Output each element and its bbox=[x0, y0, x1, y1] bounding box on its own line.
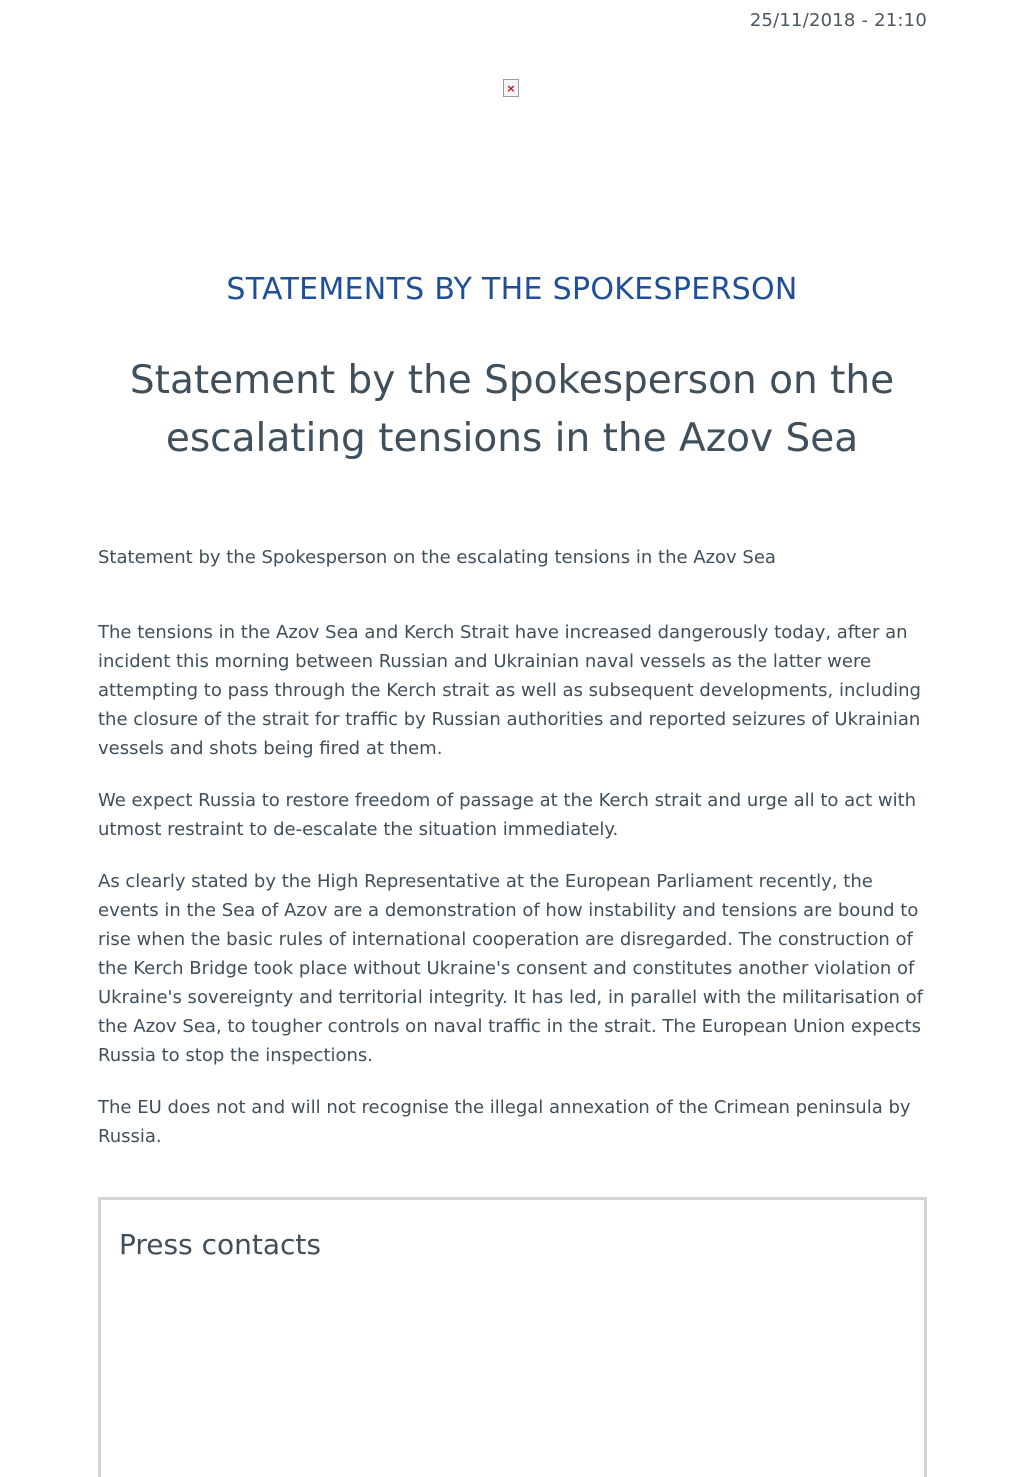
page-title: Statement by the Spokesperson on the escalating tensions in the Azov Sea bbox=[129, 358, 895, 461]
paragraph: We expect Russia to restore freedom of passage at the Kerch strait and urge all to act with utmost restraint to de-escalate the situation immediately. bbox=[98, 790, 917, 840]
paragraph: The EU does not and will not recognise the illegal annexation of the Crimean peninsula by Russia. bbox=[98, 1097, 911, 1147]
subtitle: Statement by the Spokesperson on the escalating tensions in the Azov Sea bbox=[98, 547, 776, 568]
timestamp: 25/11/2018 - 21:10 bbox=[749, 10, 927, 31]
paragraph: The tensions in the Azov Sea and Kerch Strait have increased dangerously today, after an incident this morning between Russian and Ukrainian naval vessels as the latter were attempting to pass through the Kerch strait as well as subsequent developments, including the closure of the strait for traffic by Russian authorities and reported seizures of Ukrainian vessels and shots being fired at them. bbox=[98, 622, 921, 759]
paragraph: As clearly stated by the High Representative at the European Parliament recently, the events in the Sea of Azov are a demonstration of how instability and tensions are bound to rise when the basic rules of international cooperation are disregarded. The construction of the Kerch Bridge took place without Ukraine's consent and constitutes another violation of Ukraine's sovereignty and territorial integrity. It has led, in parallel with the militarisation of the Azov Sea, to tougher controls on naval traffic in the strait. The European Union expects Russia to stop the inspections. bbox=[98, 871, 923, 1066]
section-label[interactable]: STATEMENTS BY THE SPOKESPERSON bbox=[226, 272, 798, 307]
press-contacts-box bbox=[98, 1197, 927, 1477]
broken-image-icon: × bbox=[503, 79, 519, 97]
article-body bbox=[98, 618, 928, 1174]
press-contacts-title: Press contacts bbox=[119, 1228, 321, 1261]
